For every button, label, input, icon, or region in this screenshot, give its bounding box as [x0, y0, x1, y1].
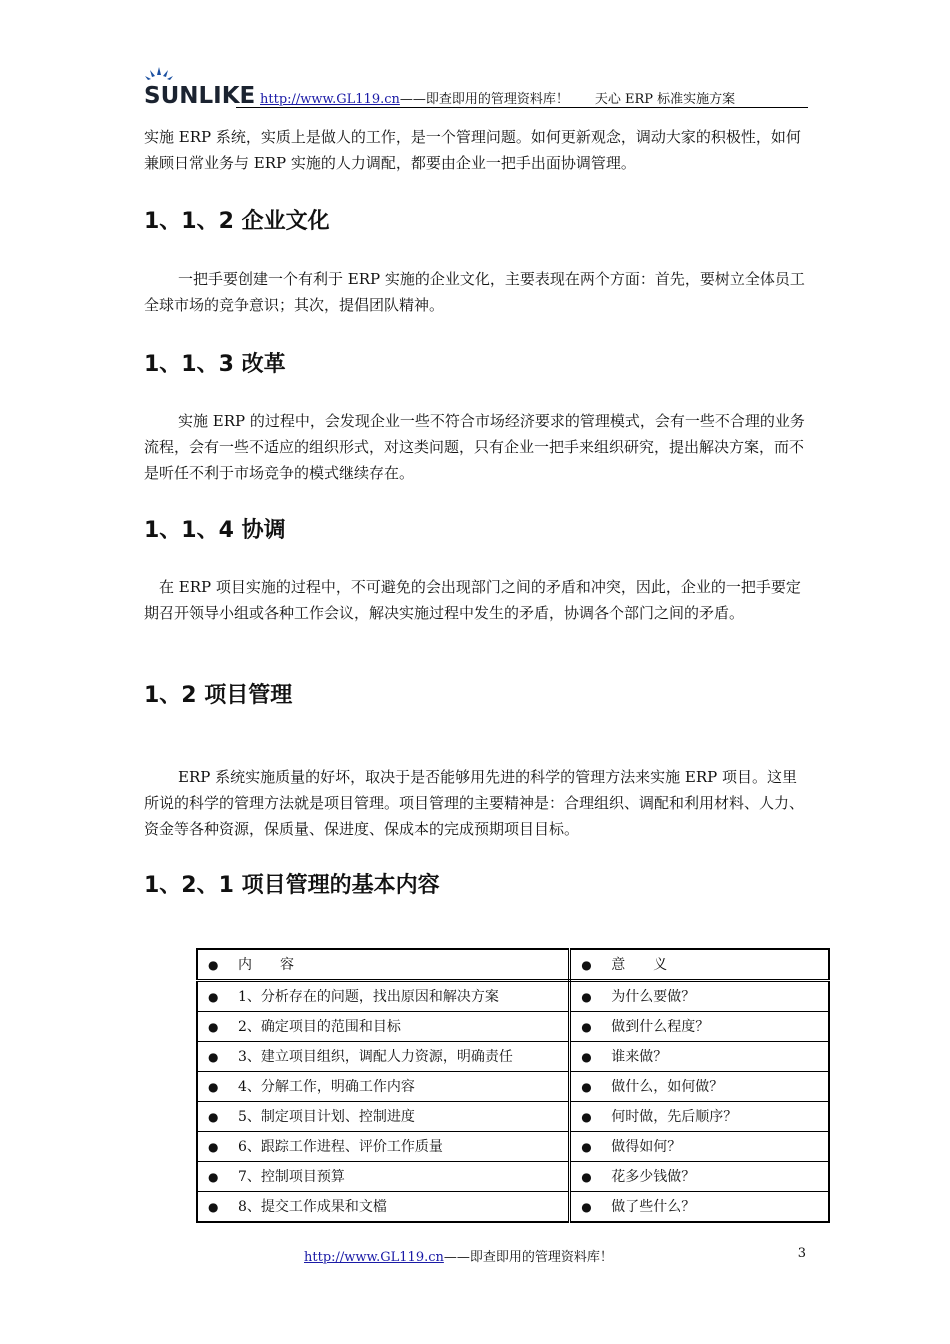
- table-cell-meaning: ● 做了些什么？: [570, 1192, 829, 1223]
- paragraph-reform: 实施 ERP 的过程中，会发现企业一些不符合市场经济要求的管理模式，会有一些不合理的业务流程，会有一些不适应的组织形式，对这类问题，只有企业一把手来组织研究，提出解决方案，而不是听任不利于市场竞争的模式继续存在。: [144, 412, 805, 482]
- bullet-icon: ●: [208, 1110, 219, 1124]
- bullet-icon: ●: [581, 958, 592, 972]
- heading-project-management: 1、2 项目管理: [144, 683, 293, 708]
- table-cell-content: ● 3、建立项目组织，调配人力资源，明确责任: [197, 1042, 570, 1072]
- bullet-icon: ●: [208, 1050, 219, 1064]
- bullet-icon: ●: [208, 990, 219, 1004]
- table-cell-meaning: ● 为什么要做？: [570, 981, 829, 1012]
- bullet-icon: ●: [581, 1200, 592, 1214]
- bullet-icon: ●: [581, 1170, 592, 1184]
- header-text: [260, 88, 735, 107]
- table-header-meaning: ● 意 义: [570, 949, 829, 981]
- table-cell-content: ● 5、制定项目计划、控制进度: [197, 1102, 570, 1132]
- bullet-icon: ●: [208, 1140, 219, 1154]
- sunlike-logo: [144, 66, 256, 109]
- table-cell-meaning: ● 何时做，先后顺序？: [570, 1102, 829, 1132]
- footer-url-link[interactable]: http://www.GL119.cn: [304, 1250, 444, 1265]
- table-cell-content: ● 2、确定项目的范围和目标: [197, 1012, 570, 1042]
- table-cell-content: ● 6、跟踪工作进程、评价工作质量: [197, 1132, 570, 1162]
- bullet-icon: ●: [581, 1050, 592, 1064]
- table-cell-meaning: ● 花多少钱做？: [570, 1162, 829, 1192]
- bullet-icon: ●: [208, 1020, 219, 1034]
- table-cell-content: ● 7、控制项目预算: [197, 1162, 570, 1192]
- table-cell-content: ● 4、分解工作，明确工作内容: [197, 1072, 570, 1102]
- table-cell-meaning: ● 做到什么程度？: [570, 1012, 829, 1042]
- logo-text: SUNLIKE: [144, 83, 256, 109]
- page-header: [144, 66, 808, 110]
- table-cell-content: ● 8、提交工作成果和文檔: [197, 1192, 570, 1223]
- footer-text: [304, 1246, 613, 1265]
- paragraph-enterprise-culture: 一把手要创建一个有利于 ERP 实施的企业文化，主要表现在两个方面：首先，要树立全体员工全球市场的竞争意识；其次，提倡团队精神。: [144, 270, 805, 314]
- bullet-icon: ●: [208, 958, 219, 972]
- header-doc-title: 天心 ERP 标准实施方案: [594, 92, 736, 107]
- table-row: [197, 1192, 829, 1223]
- table-header-row: [197, 949, 829, 981]
- bullet-icon: ●: [581, 1110, 592, 1124]
- bullet-icon: ●: [581, 1020, 592, 1034]
- table-row: [197, 1132, 829, 1162]
- bullet-icon: ●: [208, 1170, 219, 1184]
- paragraph-project-management: ERP 系统实施质量的好坏，取决于是否能够用先进的科学的管理方法来实施 ERP 项目。这里所说的科学的管理方法就是项目管理。项目管理的主要精神是：合理组织、调配和利用材料、人力、资金等各种资源，保质量、保进度、保成本的完成预期项目目标。: [144, 768, 805, 838]
- heading-coordination: 1、1、4 协调: [144, 518, 286, 543]
- bullet-icon: ●: [208, 1080, 219, 1094]
- table-cell-meaning: ● 做什么，如何做？: [570, 1072, 829, 1102]
- page-number: 3: [797, 1246, 806, 1261]
- table-cell-meaning: ● 谁来做？: [570, 1042, 829, 1072]
- table-row: [197, 1012, 829, 1042]
- footer-slogan: ——即查即用的管理资料库！: [443, 1250, 613, 1265]
- header-slogan: ——即查即用的管理资料库！: [399, 92, 569, 107]
- bullet-icon: ●: [581, 990, 592, 1004]
- project-management-table: [196, 948, 830, 1223]
- header-url-link[interactable]: http://www.GL119.cn: [260, 92, 400, 107]
- heading-reform: 1、1、3 改革: [144, 352, 286, 377]
- bullet-icon: ●: [581, 1080, 592, 1094]
- header-divider: [236, 107, 808, 108]
- paragraph-coordination: 在 ERP 项目实施的过程中，不可避免的会出现部门之间的矛盾和冲突，因此，企业的一把手要定期召开领导小组或各种工作会议，解决实施过程中发生的矛盾，协调各个部门之间的矛盾。: [144, 578, 801, 622]
- table-row: [197, 1162, 829, 1192]
- table-cell-meaning: ● 做得如何？: [570, 1132, 829, 1162]
- table-header-content: ● 内 容: [197, 949, 570, 981]
- bullet-icon: ●: [208, 1200, 219, 1214]
- table-row: [197, 1072, 829, 1102]
- bullet-icon: ●: [581, 1140, 592, 1154]
- table-row: [197, 981, 829, 1012]
- heading-enterprise-culture: 1、1、2 企业文化: [144, 209, 330, 234]
- intro-paragraph: 实施 ERP 系统，实质上是做人的工作，是一个管理问题。如何更新观念，调动大家的积极性，如何兼顾日常业务与 ERP 实施的人力调配，都要由企业一把手出面协调管理。: [144, 128, 801, 172]
- heading-project-management-basics: 1、2、1 项目管理的基本内容: [144, 873, 440, 898]
- table-row: [197, 1102, 829, 1132]
- table-cell-content: ● 1、分析存在的问题，找出原因和解决方案: [197, 981, 570, 1012]
- sun-rays-icon: [145, 67, 173, 80]
- table-row: [197, 1042, 829, 1072]
